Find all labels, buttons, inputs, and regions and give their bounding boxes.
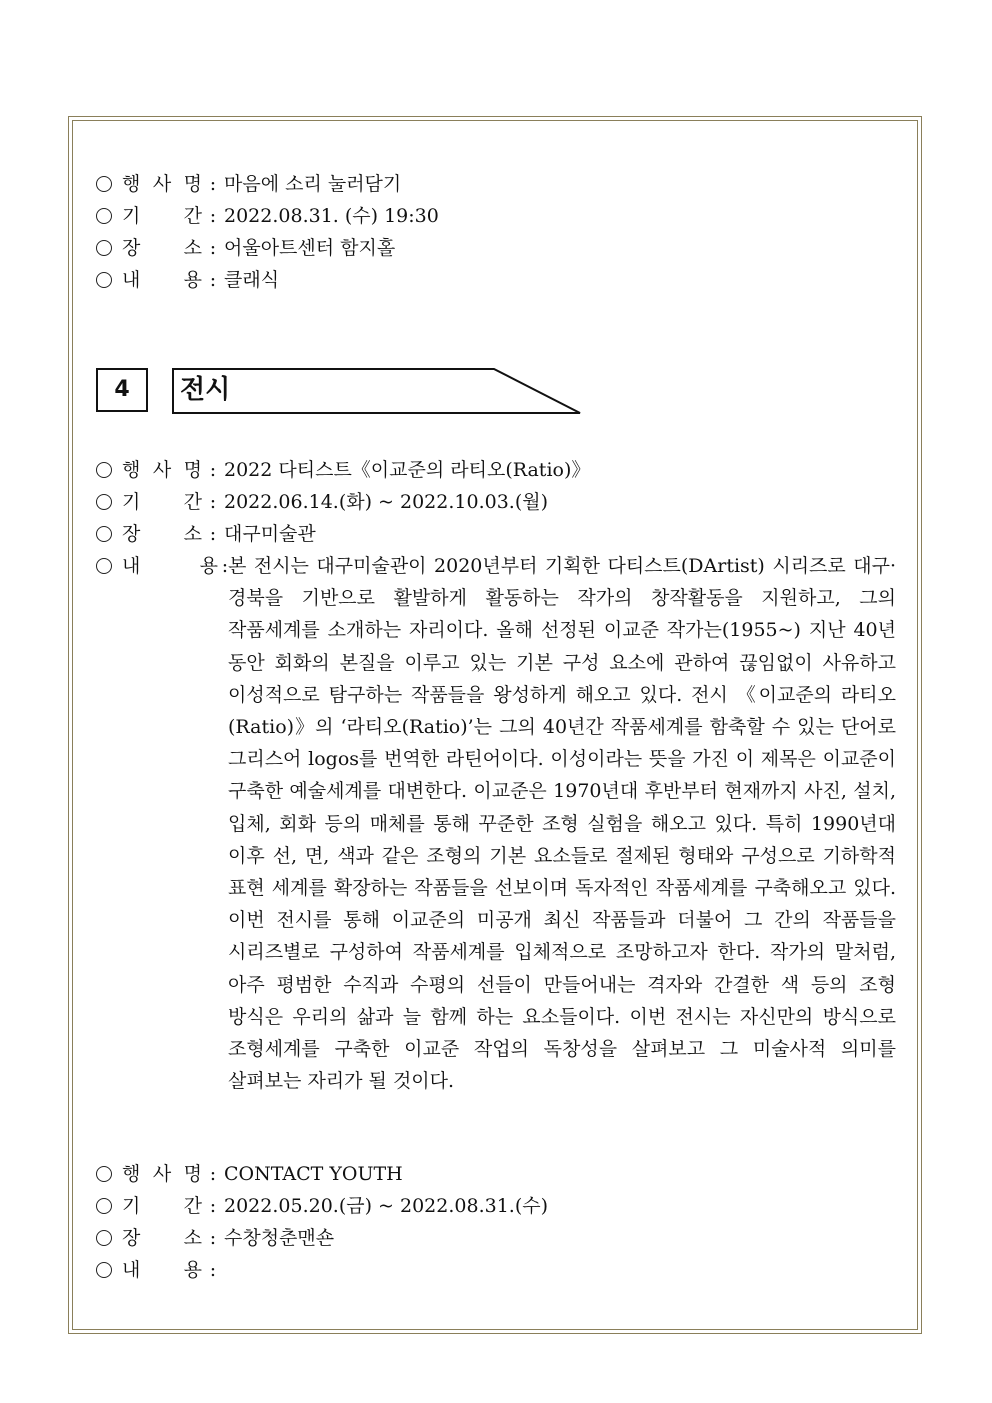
- exhibit1-content-row: 내 용 :: [96, 550, 232, 582]
- exhibit2-name-row: 행 사 명 : CONTACT YOUTH: [96, 1158, 403, 1190]
- exhibit2-period-value: 2022.05.20.(금) ~ 2022.08.31.(수): [224, 1195, 549, 1217]
- event-name-value: 마음에 소리 눌러담기: [224, 173, 402, 195]
- exhibit1-period-value: 2022.06.14.(화) ~ 2022.10.03.(월): [224, 491, 549, 513]
- event-venue-row: 장 소 : 어울아트센터 함지홀: [96, 232, 395, 264]
- circle-bullet-icon: [96, 494, 112, 510]
- label-venue: 장 소: [122, 1227, 202, 1249]
- circle-bullet-icon: [96, 176, 112, 192]
- circle-bullet-icon: [96, 1230, 112, 1246]
- exhibit2-content-row: 내 용 :: [96, 1254, 224, 1286]
- exhibit1-venue-value: 대구미술관: [224, 523, 316, 545]
- exhibit1-name-value: 2022 다티스트《이교준의 라티오(Ratio)》: [224, 459, 591, 481]
- event-content-row: 내 용 : 클래식: [96, 264, 279, 296]
- label-period: 기 간: [122, 1195, 202, 1217]
- label-event-name: 행 사 명: [122, 459, 202, 481]
- section-number: 4: [96, 368, 148, 412]
- circle-bullet-icon: [96, 1198, 112, 1214]
- label-period: 기 간: [122, 205, 202, 227]
- label-event-name: 행 사 명: [122, 1163, 202, 1185]
- exhibit1-name-row: 행 사 명 : 2022 다티스트《이교준의 라티오(Ratio)》: [96, 454, 590, 486]
- event-content-value: 클래식: [224, 269, 280, 291]
- circle-bullet-icon: [96, 1262, 112, 1278]
- label-period: 기 간: [122, 491, 202, 513]
- event-name-row: 행 사 명 : 마음에 소리 눌러담기: [96, 168, 401, 200]
- exhibit2-venue-row: 장 소 : 수창청춘맨숀: [96, 1222, 334, 1254]
- circle-bullet-icon: [96, 240, 112, 256]
- circle-bullet-icon: [96, 208, 112, 224]
- exhibit1-period-row: 기 간 : 2022.06.14.(화) ~ 2022.10.03.(월): [96, 486, 548, 518]
- circle-bullet-icon: [96, 1166, 112, 1182]
- section-title-frame: [172, 368, 582, 414]
- exhibit2-period-row: 기 간 : 2022.05.20.(금) ~ 2022.08.31.(수): [96, 1190, 548, 1222]
- event-period-value: 2022.08.31. (수) 19:30: [224, 205, 439, 227]
- event-period-row: 기 간 : 2022.08.31. (수) 19:30: [96, 200, 439, 232]
- label-venue: 장 소: [122, 237, 202, 259]
- section-heading: [96, 368, 582, 414]
- exhibit1-description: 본 전시는 대구미술관이 2020년부터 기획한 다티스트(DArtist) 시리즈로 대구·경북을 기반으로 활발하게 활동하는 작가의 창작활동을 지원하고, 그의 작품세계를 소개하는 자리이다. 올해 선정된 이교준 작가는(1955~) 지난 40년 동안 회화의 본질을 이루고 있는 기본 구성 요소에 관하여 끊임없이 사유하고 이성적으로 탐구하는 작품들을 왕성하게 해오고 있다. 전시 《이교준의 라티오(Ratio)》의 ‘라티오(Ratio)’는 그의 40년간 작품세계를 함축할 수 있는 단어로 그리스어 logos를 번역한 라틴어이다. 이성이라는 뜻을 가진 이 제목은 이교준이 구축한 예술세계를 대변한다. 이교준은 1970년대 후반부터 현재까지 사진, 설치, 입체, 회화 등의 매체를 통해 꾸준한 조형 실험을 해오고 있다. 특히 1990년대 이후 선, 면, 색과 같은 조형의 기본 요소들로 절제된 형태와 구성으로 기하학적 표현 세계를 확장하는 작품들을 선보이며 독자적인 작품세계를 구축해오고 있다. 이번 전시를 통해 이교준의 미공개 최신 작품들과 더불어 그 간의 작품들을 시리즈별로 구성하여 작품세계를 입체적으로 조망하고자 한다. 작가의 말처럼, 아주 평범한 수직과 수평의 선들이 만들어내는 격자와 간결한 색 등의 조형 방식은 우리의 삶과 늘 함께 하는 요소들이다. 이번 전시는 자신만의 방식으로 조형세계를 구축한 이교준 작업의 독창성을 살펴보고 그 미술사적 의미를 살펴보는 자리가 될 것이다.: [228, 555, 896, 1093]
- circle-bullet-icon: [96, 558, 112, 574]
- exhibit2-name-value: CONTACT YOUTH: [224, 1163, 403, 1185]
- circle-bullet-icon: [96, 272, 112, 288]
- label-content: 내 용: [122, 555, 218, 577]
- label-venue: 장 소: [122, 523, 202, 545]
- exhibit1-venue-row: 장 소 : 대구미술관: [96, 518, 316, 550]
- label-event-name: 행 사 명: [122, 173, 202, 195]
- event-venue-value: 어울아트센터 함지홀: [224, 237, 396, 259]
- label-content: 내 용: [122, 269, 202, 291]
- exhibit2-venue-value: 수창청춘맨숀: [224, 1227, 335, 1249]
- label-content: 내 용: [122, 1259, 202, 1281]
- circle-bullet-icon: [96, 526, 112, 542]
- circle-bullet-icon: [96, 462, 112, 478]
- section-title: 전시: [180, 375, 231, 405]
